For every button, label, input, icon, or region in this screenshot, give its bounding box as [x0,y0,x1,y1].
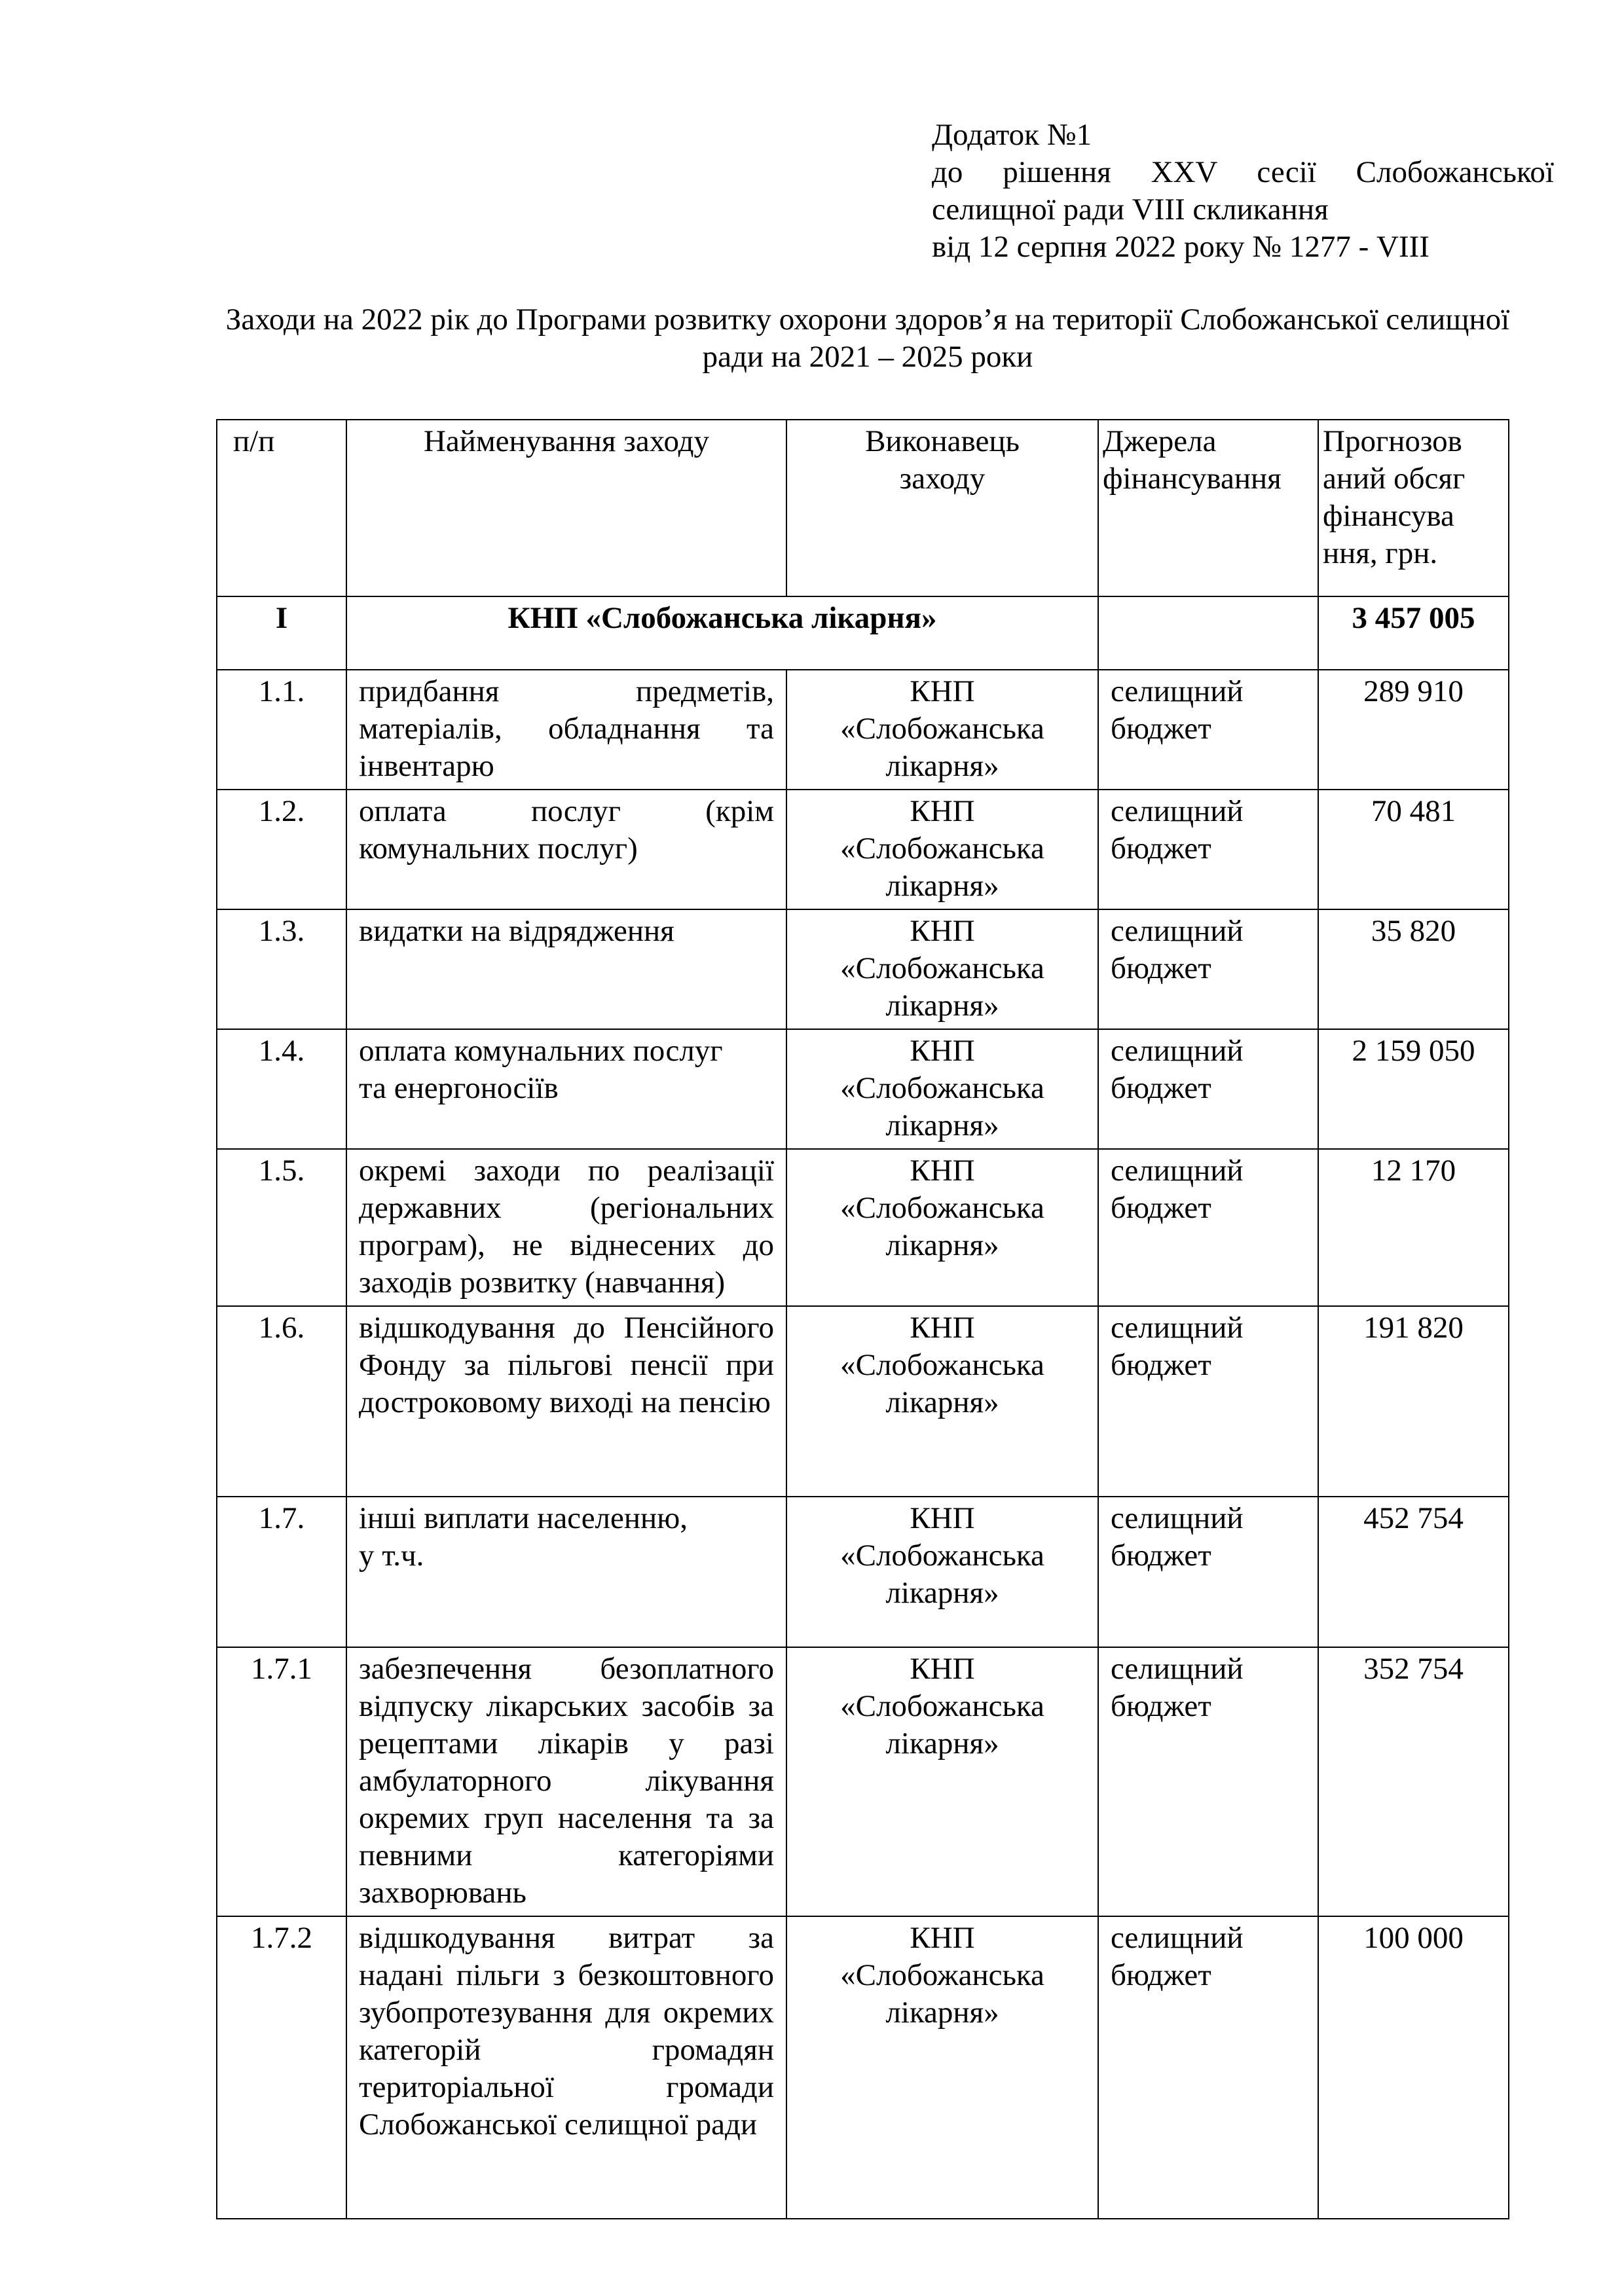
row-source: селищний бюджет [1098,1306,1318,1497]
section-amount: 3 457 005 [1318,596,1509,670]
row-source: селищний бюджет [1098,790,1318,909]
row-executor: КНП «Слобожанська лікарня» [786,1916,1098,2219]
row-executor: КНП «Слобожанська лікарня» [786,909,1098,1029]
table-row [217,1497,1509,1647]
header-num: п/п [217,420,346,596]
row-num: 1.5. [217,1149,346,1306]
row-num: 1.4. [217,1029,346,1149]
section-num: І [217,596,346,670]
row-num: 1.6. [217,1306,346,1497]
row-executor: КНП «Слобожанська лікарня» [786,1497,1098,1647]
table-row [217,1916,1509,2219]
row-executor: КНП «Слобожанська лікарня» [786,1306,1098,1497]
row-num: 1.2. [217,790,346,909]
row-amount: 191 820 [1318,1306,1509,1497]
table-row [217,1029,1509,1149]
row-amount: 100 000 [1318,1916,1509,2219]
row-source: селищний бюджет [1098,1647,1318,1916]
row-name: оплата комунальних послуг та енергоносіїв [346,1029,786,1149]
row-amount: 70 481 [1318,790,1509,909]
table-row [217,670,1509,790]
row-num: 1.1. [217,670,346,790]
table-row [217,790,1509,909]
section-source-empty [1098,596,1318,670]
row-executor: КНП «Слобожанська лікарня» [786,670,1098,790]
table-header-row [217,420,1509,596]
row-amount: 35 820 [1318,909,1509,1029]
header-source: Джерела фінансування [1098,420,1318,596]
row-name: інші виплати населенню, у т.ч. [346,1497,786,1647]
row-name: видатки на відрядження [346,909,786,1029]
section-name: КНП «Слобожанська лікарня» [346,596,1098,670]
addendum-number: Додаток №1 [932,118,1092,152]
row-num: 1.7. [217,1497,346,1647]
addendum-date: від 12 серпня 2022 року № 1277 - VIII [932,230,1430,264]
row-amount: 352 754 [1318,1647,1509,1916]
header-name: Найменування заходу [346,420,786,596]
row-name: відшкодування витрат за надані пільги з безкоштовного зубопротезування для окремих категорій громадян територіальної громади Слобожанської селищної ради [346,1916,786,2219]
row-source: селищний бюджет [1098,1029,1318,1149]
row-name: оплата послуг (крім комунальних послуг) [346,790,786,909]
header-amount: Прогнозов аний обсяг фінансува ння, грн. [1318,420,1509,596]
row-name: забезпечення безоплатного відпуску лікарських засобів за рецептами лікарів у разі амбулаторного лікування окремих груп населення та за певними категоріями захворювань [346,1647,786,1916]
row-source: селищний бюджет [1098,1497,1318,1647]
row-num: 1.7.1 [217,1647,346,1916]
row-executor: КНП «Слобожанська лікарня» [786,1029,1098,1149]
row-source: селищний бюджет [1098,909,1318,1029]
row-amount: 12 170 [1318,1149,1509,1306]
addendum-council: селищної ради VIII скликання [932,192,1329,227]
row-name: відшкодування до Пенсійного Фонду за пільгові пенсії при достроковому виході на пенсію [346,1306,786,1497]
row-executor: КНП «Слобожанська лікарня» [786,790,1098,909]
row-num: 1.7.2 [217,1916,346,2219]
row-amount: 2 159 050 [1318,1029,1509,1149]
table-row [217,909,1509,1029]
table-row [217,1306,1509,1497]
row-amount: 289 910 [1318,670,1509,790]
row-source: селищний бюджет [1098,1916,1318,2219]
table-row [217,1149,1509,1306]
row-source: селищний бюджет [1098,1149,1318,1306]
row-executor: КНП «Слобожанська лікарня» [786,1647,1098,1916]
row-name: придбання предметів, матеріалів, обладнання та інвентарю [346,670,786,790]
row-name: окремі заходи по реалізації державних (регіональних програм), не віднесених до заходів розвитку (навчання) [346,1149,786,1306]
measures-table [216,419,1509,2219]
row-executor: КНП «Слобожанська лікарня» [786,1149,1098,1306]
addendum-decision: до рішення XXV сесії Слобожанської [932,155,1554,189]
table-row [217,1647,1509,1916]
section-row [217,596,1509,670]
row-num: 1.3. [217,909,346,1029]
header-executor: Виконавець заходу [786,420,1098,596]
document-title: Заходи на 2022 рік до Програми розвитку охорони здоров’я на території Слобожанської селищної ради на 2021 – 2025 роки [225,302,1510,374]
row-source: селищний бюджет [1098,670,1318,790]
row-amount: 452 754 [1318,1497,1509,1647]
addendum-block [932,117,1554,266]
